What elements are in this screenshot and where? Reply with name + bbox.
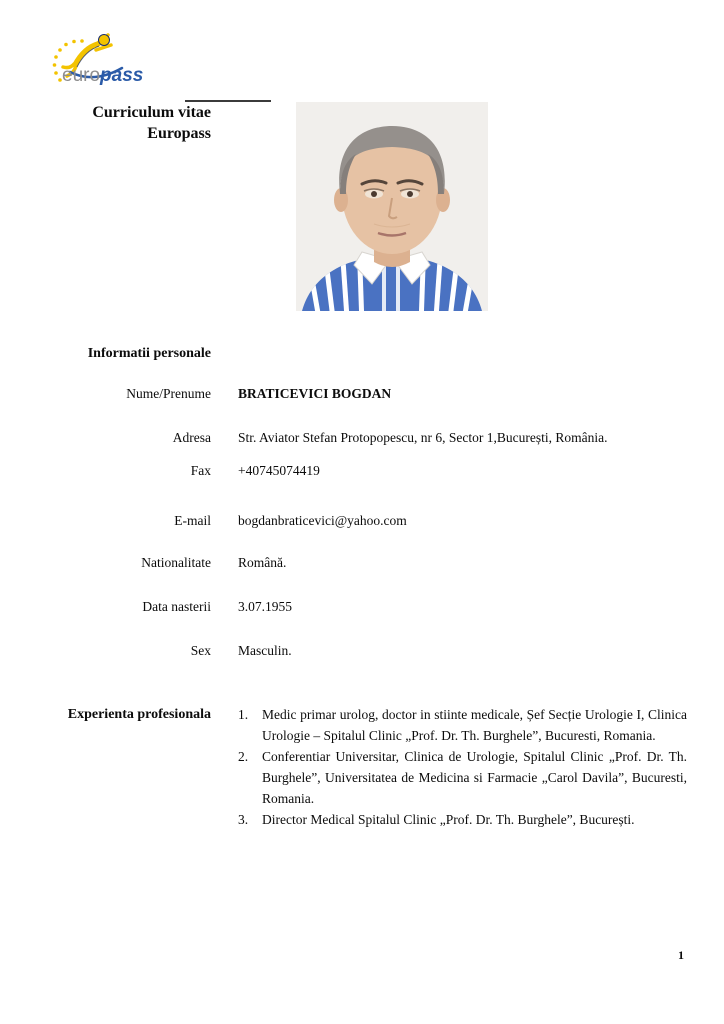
field-value: Masculin.	[238, 643, 292, 658]
section-personal-info-heading	[0, 343, 724, 364]
field-label: E-mail	[174, 513, 211, 528]
item-text: Director Medical Spitalul Clinic „Prof. Dr. Th. Burghele”, București.	[262, 812, 635, 827]
experience-item	[238, 809, 687, 830]
field-row-nationalitate	[0, 552, 724, 573]
personal-info-heading-label: Informatii personale	[87, 346, 211, 361]
europass-logo	[48, 30, 228, 86]
cv-title-line1: Curriculum vitae	[92, 104, 211, 121]
experience-heading-label: Experienta profesionala	[67, 707, 211, 722]
field-label: Nume/Prenume	[126, 386, 211, 401]
field-row-nume	[0, 383, 724, 404]
experience-list	[238, 704, 687, 830]
field-row-fax	[0, 460, 724, 481]
item-text: Medic primar urolog, doctor in stiinte medicale, Șef Secție Urologie I, Clinica Urologie – Spitalul Clinic „Prof. Dr. Th. Burghele”, Bucuresti, Romania.	[262, 707, 687, 743]
field-value: Str. Aviator Stefan Protopopescu, nr 6, Sector 1,București, România.	[238, 430, 608, 445]
item-number: 2.	[238, 749, 249, 764]
field-value: +40745074419	[238, 463, 320, 478]
experience-item	[238, 746, 687, 809]
brand-pass: pass	[100, 65, 144, 86]
cv-title-line2: Europass	[147, 125, 211, 142]
page-number: 1	[678, 948, 684, 962]
field-label: Sex	[190, 643, 211, 658]
field-row-data-nasterii	[0, 596, 724, 617]
brand-euro: euro	[62, 65, 101, 86]
field-row-sex	[0, 640, 724, 661]
europass-wordmark	[62, 65, 143, 86]
field-value: Română.	[238, 555, 287, 570]
field-row-email	[0, 510, 724, 531]
field-value: bogdanbraticevici@yahoo.com	[238, 513, 407, 528]
item-text: Conferentiar Universitar, Clinica de Urologie, Spitalul Clinic „Prof. Dr. Th. Burghele”, Universitatea de Medicina si Farmacie „Carol Davila”, Bucuresti, Romania.	[262, 749, 687, 806]
field-label: Adresa	[172, 430, 211, 445]
field-label: Data nasterii	[142, 599, 211, 614]
section-experience	[0, 704, 724, 827]
portrait-photo	[296, 102, 488, 311]
item-number: 1.	[238, 707, 249, 722]
field-value: BRATICEVICI BOGDAN	[238, 386, 392, 401]
item-number: 3.	[238, 812, 249, 827]
field-row-adresa	[0, 427, 724, 448]
field-label: Nationalitate	[141, 555, 211, 570]
field-value: 3.07.1955	[238, 599, 292, 614]
cv-title	[0, 102, 211, 144]
field-label: Fax	[190, 463, 211, 478]
europass-logo-graphic	[48, 30, 198, 88]
experience-item	[238, 704, 687, 746]
